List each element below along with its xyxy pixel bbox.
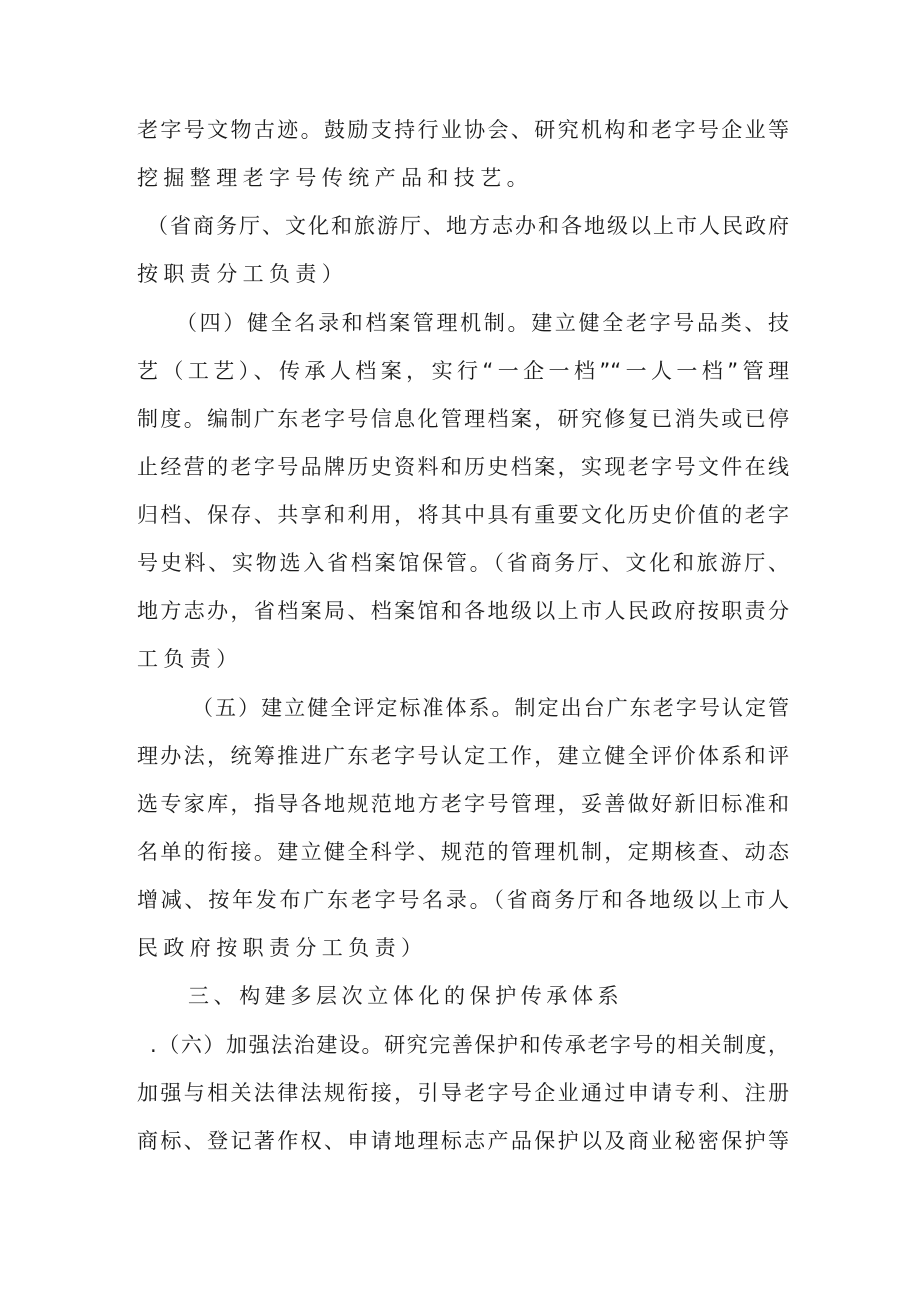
text-line: （四）健全名录和档案管理机制。建立健全老字号品类、技 (176, 311, 789, 335)
text-line: 制度。编制广东老字号信息化管理档案，研究修复已消失或已停 (137, 407, 789, 431)
text-line: 理办法，统筹推进广东老字号认定工作，建立健全评价体系和评 (137, 744, 789, 768)
text-line: （省商务厅、文化和旅游厅、地方志办和各地级以上市人民政府 (147, 214, 789, 238)
text-line: （五）建立健全评定标准体系。制定出台广东老字号认定管 (192, 696, 789, 720)
text-line: 选专家库，指导各地规范地方老字号管理，妥善做好新旧标准和 (137, 792, 789, 816)
text-line: 商标、登记著作权、申请地理标志产品保护以及商业秘密保护等 (137, 1129, 789, 1153)
text-line: 艺（工艺）、传承人档案，实行“一企一档”“一人一档”管理 (137, 359, 789, 383)
text-line: 增减、按年发布广东老字号名录。（省商务厅和各地级以上市人 (137, 888, 789, 912)
text-line: 工负责） (137, 647, 243, 671)
text-line: 名单的衔接。建立健全科学、规范的管理机制，定期核查、动态 (137, 840, 789, 864)
text-line: 归档、保存、共享和利用，将其中具有重要文化历史价值的老字 (137, 503, 789, 527)
text-line: 民政府按职责分工负责） (137, 936, 428, 960)
text-line: 老字号文物古迹。鼓励支持行业协会、研究机构和老字号企业等 (137, 118, 789, 142)
text-line: 止经营的老字号品牌历史资料和历史档案，实现老字号文件在线 (137, 455, 789, 479)
text-line: 地方志办，省档案局、档案馆和各地级以上市人民政府按职责分 (137, 599, 789, 623)
text-line: 号史料、实物选入省档案馆保管。（省商务厅、文化和旅游厅、 (137, 551, 789, 575)
text-line: 加强与相关法律法规衔接，引导老字号企业通过申请专利、注册 (137, 1081, 789, 1105)
text-line: .（六）加强法治建设。研究完善保护和传承老字号的相关制度， (150, 1033, 789, 1057)
section-heading: 三、构建多层次立体化的保护传承体系 (188, 984, 624, 1008)
text-line: 挖掘整理老字号传统产品和技艺。 (137, 166, 533, 190)
text-line: 按职责分工负责） (137, 262, 349, 286)
